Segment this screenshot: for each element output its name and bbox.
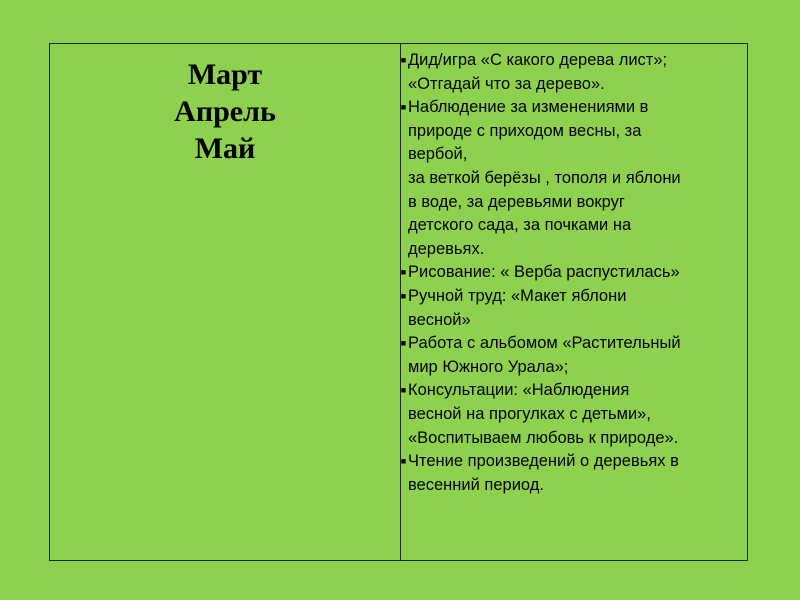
activities-list xyxy=(401,49,739,497)
activity-text: Консультации: «Наблюдения весной на прогулках с детьми», «Воспитываем любовь к природе». xyxy=(408,381,679,447)
list-item xyxy=(401,450,739,497)
activity-text: Рисование: « Верба распустилась» xyxy=(408,263,680,282)
square-bullet-icon: ■ xyxy=(400,102,407,113)
square-bullet-icon: ■ xyxy=(400,338,407,349)
activities-cell xyxy=(401,44,747,560)
activity-text: Дид/игра «С какого дерева лист»; «Отгадай что за дерево». xyxy=(408,51,668,93)
square-bullet-icon: ■ xyxy=(400,290,407,301)
square-bullet-icon: ■ xyxy=(400,385,407,396)
square-bullet-icon: ■ xyxy=(400,55,407,65)
months-cell xyxy=(50,44,401,560)
activity-text: Ручной труд: «Макет яблони весной» xyxy=(408,286,627,329)
list-item xyxy=(401,379,739,450)
list-item xyxy=(401,96,739,261)
plan-table xyxy=(49,43,748,561)
activity-text: Наблюдение за изменениями в природе с приходом весны, за вербой, за веткой берёзы , тополя и яблони в воде, за деревьями вокруг детского сада, за почками на деревьях. xyxy=(408,98,681,258)
list-item xyxy=(401,261,739,285)
month-april: Апрель xyxy=(174,95,276,128)
list-item xyxy=(401,285,739,332)
activity-text: Работа с альбомом «Растительный мир Южного Урала»; xyxy=(408,334,681,376)
list-item xyxy=(401,332,739,379)
month-may: Май xyxy=(194,132,256,165)
activity-text: Чтение произведений о деревьях в весенний период. xyxy=(408,452,679,494)
month-march: Март xyxy=(187,58,263,91)
square-bullet-icon: ■ xyxy=(400,267,407,278)
list-item xyxy=(401,49,739,96)
square-bullet-icon: ■ xyxy=(400,456,407,467)
